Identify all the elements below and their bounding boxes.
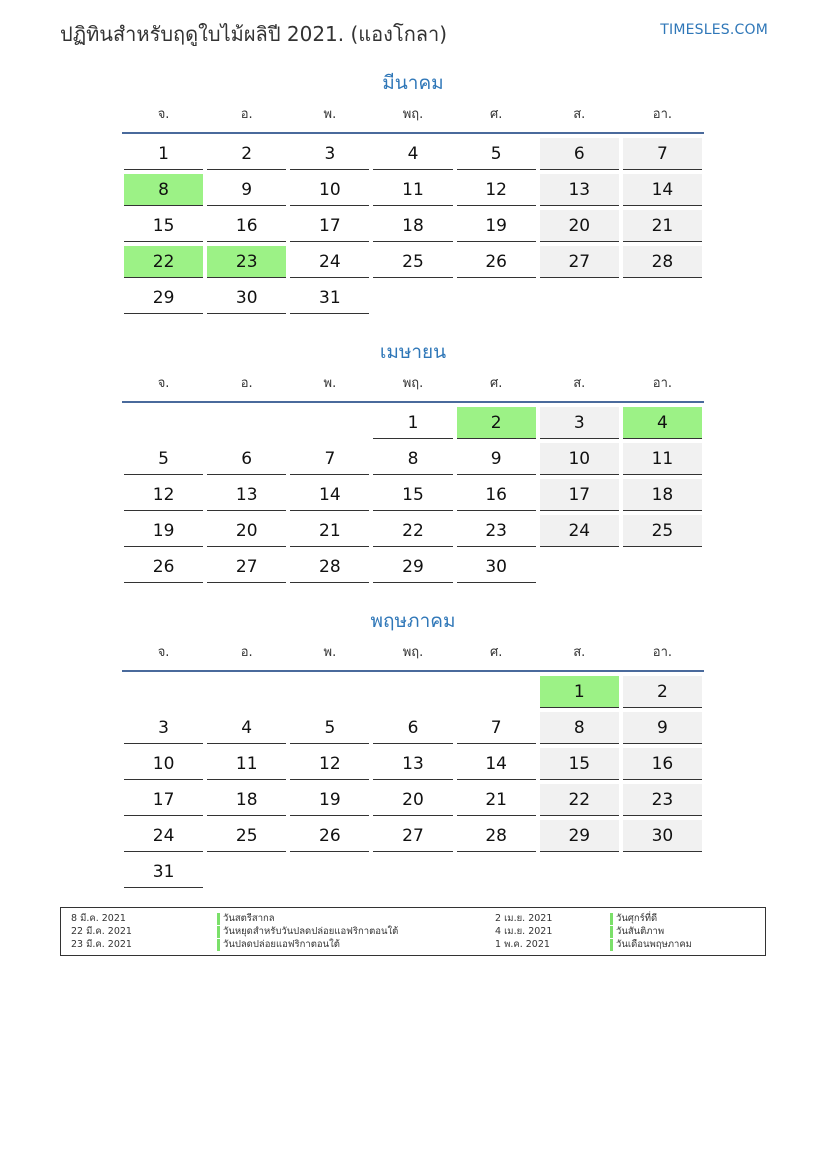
day-cell[interactable]: 4 <box>207 712 286 744</box>
day-cell[interactable]: 16 <box>207 210 286 242</box>
holiday-day-cell[interactable]: 22 <box>124 246 203 278</box>
day-grid <box>122 672 704 888</box>
day-cell[interactable]: 21 <box>623 210 702 242</box>
day-cell[interactable]: 22 <box>373 515 452 547</box>
empty-day-cell <box>207 403 286 439</box>
day-cell[interactable]: 2 <box>623 676 702 708</box>
weekday-label: จ. <box>157 376 170 391</box>
legend-holiday-name: วันเดือนพฤษภาคม <box>610 939 692 951</box>
weekday-label: พ. <box>323 107 337 122</box>
empty-day-cell <box>290 403 369 439</box>
month-april <box>122 337 704 583</box>
legend-date: 22 มี.ค. 2021 <box>71 926 132 937</box>
day-cell[interactable]: 14 <box>623 174 702 206</box>
day-cell[interactable]: 4 <box>373 138 452 170</box>
month-name: พฤษภาคม <box>370 610 456 632</box>
empty-day-cell <box>623 852 702 888</box>
day-cell[interactable]: 29 <box>540 820 619 852</box>
weekday-label: อ. <box>240 376 253 391</box>
weekday-label: อ. <box>240 645 253 660</box>
empty-day-cell <box>540 852 619 888</box>
day-cell[interactable]: 31 <box>124 856 203 888</box>
day-cell[interactable]: 20 <box>207 515 286 547</box>
holiday-day-cell[interactable]: 23 <box>207 246 286 278</box>
empty-day-cell <box>373 852 452 888</box>
empty-day-cell <box>457 852 536 888</box>
weekday-label: จ. <box>157 107 170 122</box>
weekday-label: ศ. <box>489 376 503 391</box>
day-cell[interactable]: 18 <box>207 784 286 816</box>
page-title: ปฏิทินสำหรับฤดูใบไม้ผลิปี 2021. (แองโกลา) <box>60 22 448 46</box>
month-march <box>122 68 704 314</box>
weekday-label: อา. <box>652 107 673 122</box>
day-cell[interactable]: 29 <box>124 282 203 314</box>
day-cell[interactable]: 16 <box>457 479 536 511</box>
day-cell[interactable]: 11 <box>207 748 286 780</box>
day-cell[interactable]: 13 <box>207 479 286 511</box>
day-cell[interactable]: 27 <box>540 246 619 278</box>
day-cell[interactable]: 28 <box>623 246 702 278</box>
day-cell[interactable]: 15 <box>373 479 452 511</box>
legend-holiday-name: วันศุกร์ที่ดี <box>610 913 657 925</box>
empty-day-cell <box>457 278 536 314</box>
day-cell[interactable]: 30 <box>623 820 702 852</box>
day-cell[interactable]: 13 <box>540 174 619 206</box>
empty-day-cell <box>207 852 286 888</box>
day-cell[interactable]: 3 <box>124 712 203 744</box>
empty-day-cell <box>623 278 702 314</box>
weekday-label: อา. <box>652 645 673 660</box>
empty-day-cell <box>124 403 203 439</box>
empty-day-cell <box>124 672 203 708</box>
legend-date: 2 เม.ย. 2021 <box>495 913 553 924</box>
day-cell[interactable]: 27 <box>207 551 286 583</box>
day-cell[interactable]: 15 <box>540 748 619 780</box>
day-cell[interactable]: 6 <box>207 443 286 475</box>
weekday-header <box>122 367 704 403</box>
weekday-label: อา. <box>652 376 673 391</box>
day-cell[interactable]: 24 <box>124 820 203 852</box>
holiday-legend <box>60 907 766 956</box>
day-cell[interactable]: 19 <box>290 784 369 816</box>
day-cell[interactable]: 21 <box>290 515 369 547</box>
day-cell[interactable]: 24 <box>540 515 619 547</box>
holiday-day-cell[interactable]: 1 <box>540 676 619 708</box>
day-cell[interactable]: 20 <box>540 210 619 242</box>
day-cell[interactable]: 6 <box>540 138 619 170</box>
empty-day-cell <box>373 672 452 708</box>
month-name: มีนาคม <box>382 72 444 94</box>
weekday-label: ส. <box>573 376 586 391</box>
day-cell[interactable]: 5 <box>290 712 369 744</box>
day-cell[interactable]: 10 <box>290 174 369 206</box>
day-cell[interactable]: 22 <box>540 784 619 816</box>
weekday-label: อ. <box>240 107 253 122</box>
day-cell[interactable]: 12 <box>124 479 203 511</box>
weekday-label: ส. <box>573 107 586 122</box>
empty-day-cell <box>540 547 619 583</box>
weekday-label: ส. <box>573 645 586 660</box>
legend-date: 1 พ.ค. 2021 <box>495 939 550 950</box>
legend-date: 4 เม.ย. 2021 <box>495 926 553 937</box>
empty-day-cell <box>623 547 702 583</box>
day-cell[interactable]: 5 <box>124 443 203 475</box>
day-cell[interactable]: 26 <box>457 246 536 278</box>
holiday-day-cell[interactable]: 4 <box>623 407 702 439</box>
day-cell[interactable]: 25 <box>207 820 286 852</box>
brand-link[interactable]: TIMESLES.COM <box>660 22 768 38</box>
month-may <box>122 606 704 888</box>
holiday-day-cell[interactable]: 8 <box>124 174 203 206</box>
day-cell[interactable]: 17 <box>124 784 203 816</box>
day-cell[interactable]: 3 <box>540 407 619 439</box>
day-cell[interactable]: 30 <box>457 551 536 583</box>
day-cell[interactable]: 21 <box>457 784 536 816</box>
day-cell[interactable]: 11 <box>623 443 702 475</box>
day-cell[interactable]: 26 <box>124 551 203 583</box>
legend-holiday-name: วันสตรีสากล <box>217 913 275 925</box>
day-cell[interactable]: 17 <box>540 479 619 511</box>
day-cell[interactable]: 15 <box>124 210 203 242</box>
weekday-label: พ. <box>323 645 337 660</box>
legend-holiday-name: วันสันติภาพ <box>610 926 664 938</box>
legend-date: 23 มี.ค. 2021 <box>71 939 132 950</box>
weekday-label: พฤ. <box>402 107 424 122</box>
day-cell[interactable]: 1 <box>373 407 452 439</box>
day-cell[interactable]: 6 <box>373 712 452 744</box>
day-cell[interactable]: 19 <box>124 515 203 547</box>
day-cell[interactable]: 1 <box>124 138 203 170</box>
day-cell[interactable]: 23 <box>623 784 702 816</box>
day-cell[interactable]: 12 <box>290 748 369 780</box>
legend-holiday-name: วันปลดปล่อยแอฟริกาตอนใต้ <box>217 939 340 951</box>
weekday-label: พฤ. <box>402 376 424 391</box>
day-cell[interactable]: 8 <box>540 712 619 744</box>
day-cell[interactable]: 25 <box>373 246 452 278</box>
day-cell[interactable]: 24 <box>290 246 369 278</box>
day-cell[interactable]: 9 <box>623 712 702 744</box>
day-cell[interactable]: 29 <box>373 551 452 583</box>
day-cell[interactable]: 13 <box>373 748 452 780</box>
weekday-header <box>122 636 704 672</box>
day-cell[interactable]: 9 <box>207 174 286 206</box>
day-cell[interactable]: 5 <box>457 138 536 170</box>
day-cell[interactable]: 14 <box>290 479 369 511</box>
legend-holiday-name: วันหยุดสำหรับวันปลดปล่อยแอฟริกาตอนใต้ <box>217 926 398 938</box>
day-cell[interactable]: 2 <box>207 138 286 170</box>
day-cell[interactable]: 11 <box>373 174 452 206</box>
weekday-label: ศ. <box>489 107 503 122</box>
empty-day-cell <box>290 672 369 708</box>
weekday-label: จ. <box>157 645 170 660</box>
day-cell[interactable]: 7 <box>457 712 536 744</box>
day-cell[interactable]: 8 <box>373 443 452 475</box>
day-cell[interactable]: 25 <box>623 515 702 547</box>
day-cell[interactable]: 7 <box>623 138 702 170</box>
day-cell[interactable]: 7 <box>290 443 369 475</box>
day-cell[interactable]: 26 <box>290 820 369 852</box>
weekday-header <box>122 98 704 134</box>
day-cell[interactable]: 20 <box>373 784 452 816</box>
day-grid <box>122 403 704 583</box>
day-cell[interactable]: 27 <box>373 820 452 852</box>
day-cell[interactable]: 10 <box>124 748 203 780</box>
day-cell[interactable]: 28 <box>457 820 536 852</box>
day-grid <box>122 134 704 314</box>
empty-day-cell <box>207 672 286 708</box>
empty-day-cell <box>290 852 369 888</box>
empty-day-cell <box>540 278 619 314</box>
day-cell[interactable]: 31 <box>290 282 369 314</box>
day-cell[interactable]: 16 <box>623 748 702 780</box>
day-cell[interactable]: 18 <box>373 210 452 242</box>
day-cell[interactable]: 17 <box>290 210 369 242</box>
day-cell[interactable]: 19 <box>457 210 536 242</box>
day-cell[interactable]: 30 <box>207 282 286 314</box>
holiday-day-cell[interactable]: 2 <box>457 407 536 439</box>
day-cell[interactable]: 23 <box>457 515 536 547</box>
legend-date: 8 มี.ค. 2021 <box>71 913 126 924</box>
empty-day-cell <box>457 672 536 708</box>
day-cell[interactable]: 3 <box>290 138 369 170</box>
day-cell[interactable]: 28 <box>290 551 369 583</box>
weekday-label: ศ. <box>489 645 503 660</box>
weekday-label: พฤ. <box>402 645 424 660</box>
month-name: เมษายน <box>379 341 447 363</box>
weekday-label: พ. <box>323 376 337 391</box>
empty-day-cell <box>373 278 452 314</box>
day-cell[interactable]: 10 <box>540 443 619 475</box>
day-cell[interactable]: 18 <box>623 479 702 511</box>
day-cell[interactable]: 12 <box>457 174 536 206</box>
day-cell[interactable]: 14 <box>457 748 536 780</box>
day-cell[interactable]: 9 <box>457 443 536 475</box>
